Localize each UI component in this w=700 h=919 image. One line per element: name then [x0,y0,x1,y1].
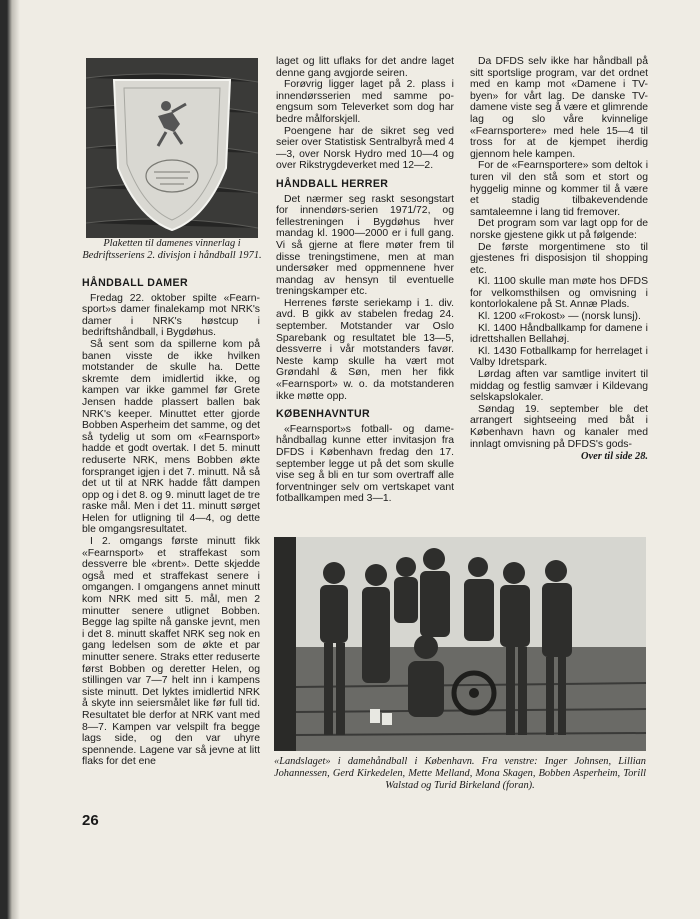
paragraph: «Fearnsport»s fotball- og damehåndballag kunne etter invitasjon fra DFDS i København fredag den 17. september legge ut på det som skulle vise seg å bli en tur som overtraff alle forventninger selv om vertskapet vant fotballkampen med 3—1. [276,423,454,505]
column-3 [470,56,648,463]
paragraph: De første morgentimene sto til gjestenes fri disposisjon til shopping etc. [470,241,648,276]
paragraph: Det nærmer seg raskt sesongstart for innendørs-serien 1971/72, og fellestreningen i Bygdøhus hver mandag kl. 1900—2000 er i full gang. Vi så gjerne at flere møter frem til disse treningstimene, men at man undersøker med oppmennene hver mandag av hensyn til eventuelle treningskamper etc. [276,193,454,298]
plaque-photo [86,58,258,238]
paragraph: Kl. 1100 skulle man møte hos DFDS for velkomsthilsen og omvisning i kontorlokalene på St. Annæ Plads. [470,276,648,311]
continued-note: Over til side 28. [581,451,648,463]
paragraph: Så sent som da spillerne kom på banen visste de ikke hvilken motstander de skulle ha. Dette skremte dem imidlertid ikke, og kampen var ikke gammel før Grete Jensen hadde plassert ballen bak NRK's keeper. Minuttet etter gjorde Bobben Asperheim det samme, og det så tydelig ut som om «Fearnsport» hadde et godt overtak. I det 5. minutt reduserte NRK, mens Bobben økte forspranget igjen i det 7. minutt. Nå så det ut til at NRK hadde fått dampen opp og i det 8. og 9. minutt laget de tre raske mål. Men i det 11. minutt sørget Helen for utligning til 4—4, og dette ble omgangsresultatet. [82,338,260,536]
paragraph: Det program som var lagt opp for de norske gjestene gikk ut på følgende: [470,218,648,241]
plaque-caption: Plaketten til damenes vinnerlag i Bedriftsseriens 2. divisjon i håndball 1971. [82,238,262,261]
paragraph: For de «Fearnsportere» som deltok i turen vil den stå som et stort og hyggelig minne og kommer til å være et stadig tilbakevendende samtaleemne i lang tid fremover. [470,160,648,218]
paragraph: Kl. 1400 Håndballkamp for damene i idrettshallen Bellahøj. [470,322,648,346]
column-2 [276,56,454,505]
paragraph: laget og litt uflaks for det andre laget denne gang avgjorde seiren. [276,56,454,79]
paragraph: Forøvrig ligger laget på 2. plass i innendørsserien med samme poengsum som Televerket som dog har bedre målforskjell. [276,79,454,125]
photo-caption: «Landslaget» i damehåndball i København. Fra venstre: Inger Johnsen, Lillian Johannessen, Gerd Kirkedelen, Mette Melland, Mona Skagen, Bobben Asperheim, Torill Walstad og Turid Birkeland (foran). [274,756,646,791]
paragraph: Herrenes første seriekamp i 1. div. avd. B gikk av stabelen fredag 24. september. Motstander var Oslo Sparebank og resultatet ble 13—5, dessverre i vår motstanders favør. Neste kamp skulle ha vært mot Grøndahl & Søn, men her fikk «Fearnsport» w. o. da motstanderen ikke møtte opp. [276,297,454,402]
team-photo [274,537,646,751]
paragraph: Kl. 1430 Fotballkamp for herrelaget i Valby Idretspark. [470,345,648,369]
paragraph: I 2. omgangs første minutt fikk «Fearnsport» et straffekast som dessverre ble «brent». Dette skjedde også med et straffekast senere i omgangen. I omgangens annet minutt kom NRK med sitt 5. mål, men 2 minutter senere utlignet Bobben. Begge lag spilte nå ganske jevnt, men i det 8. minutt skaffet NRK seg nok en gang ledelsen som de økte et par minutter senere. Straks etter reduserte først Bobben og deretter Helen, og stillingen var 7—7 helt inn i kampens siste minutt. Det lyktes imidlertid NRK å skyte inn seiersmålet like før full tid. Resultatet ble derfor at NRK vant med 8—7. Kampen var velspilt fra begge lags side, og den var uhyre spennende. Lagene var så jevne at litt flaks for det ene [82,536,260,768]
column-1 [82,271,260,768]
paragraph: Kl. 1200 «Frokost» — (norsk lunsj). [478,311,641,323]
binding-edge [0,0,20,919]
paragraph: Fredag 22. oktober spilte «Fearnsport»s damer finalekamp mot NRK's damer i NRK's høstcup i bedriftshåndball, i Bygdøhus. [82,292,260,339]
paragraph: Lørdag aften var samtlige invitert til middag og festlig samvær i Kildevang selskapslokaler. [470,369,648,404]
paragraph: Poengene har de sikret seg ved seier over Statistisk Sentralbyrå med 4—3, over Norsk Hydro med 10—4 og over Rikstrygdeverket med 12—2. [276,125,454,172]
paragraph: Søndag 19. september ble det arrangert sightseeing med båt i København havn og kanaler med innlagt omvisning på DFDS's gods- [470,403,648,450]
heading-kobenhavntur: KØBENHAVNTUR [276,408,371,421]
plaque-illustration [86,58,258,238]
heading-handball-damer: HÅNDBALL DAMER [82,277,189,289]
paragraph: Da DFDS selv ikke har håndball på sitt sportslige program, var det ordnet med en kamp mot «Damene i TV-byen» for vårt lag. De danske TV-damene viste seg å være et glimrende lag og slo våre kvinnelige «Fearnsportere» med hele 15—4 til tross for at de kjempet iherdig gjennom hele kampen. [470,56,648,160]
heading-handball-herrer: HÅNDBALL HERRER [276,177,389,190]
team-photo-illustration [274,537,646,751]
page-number: 26 [82,812,99,829]
